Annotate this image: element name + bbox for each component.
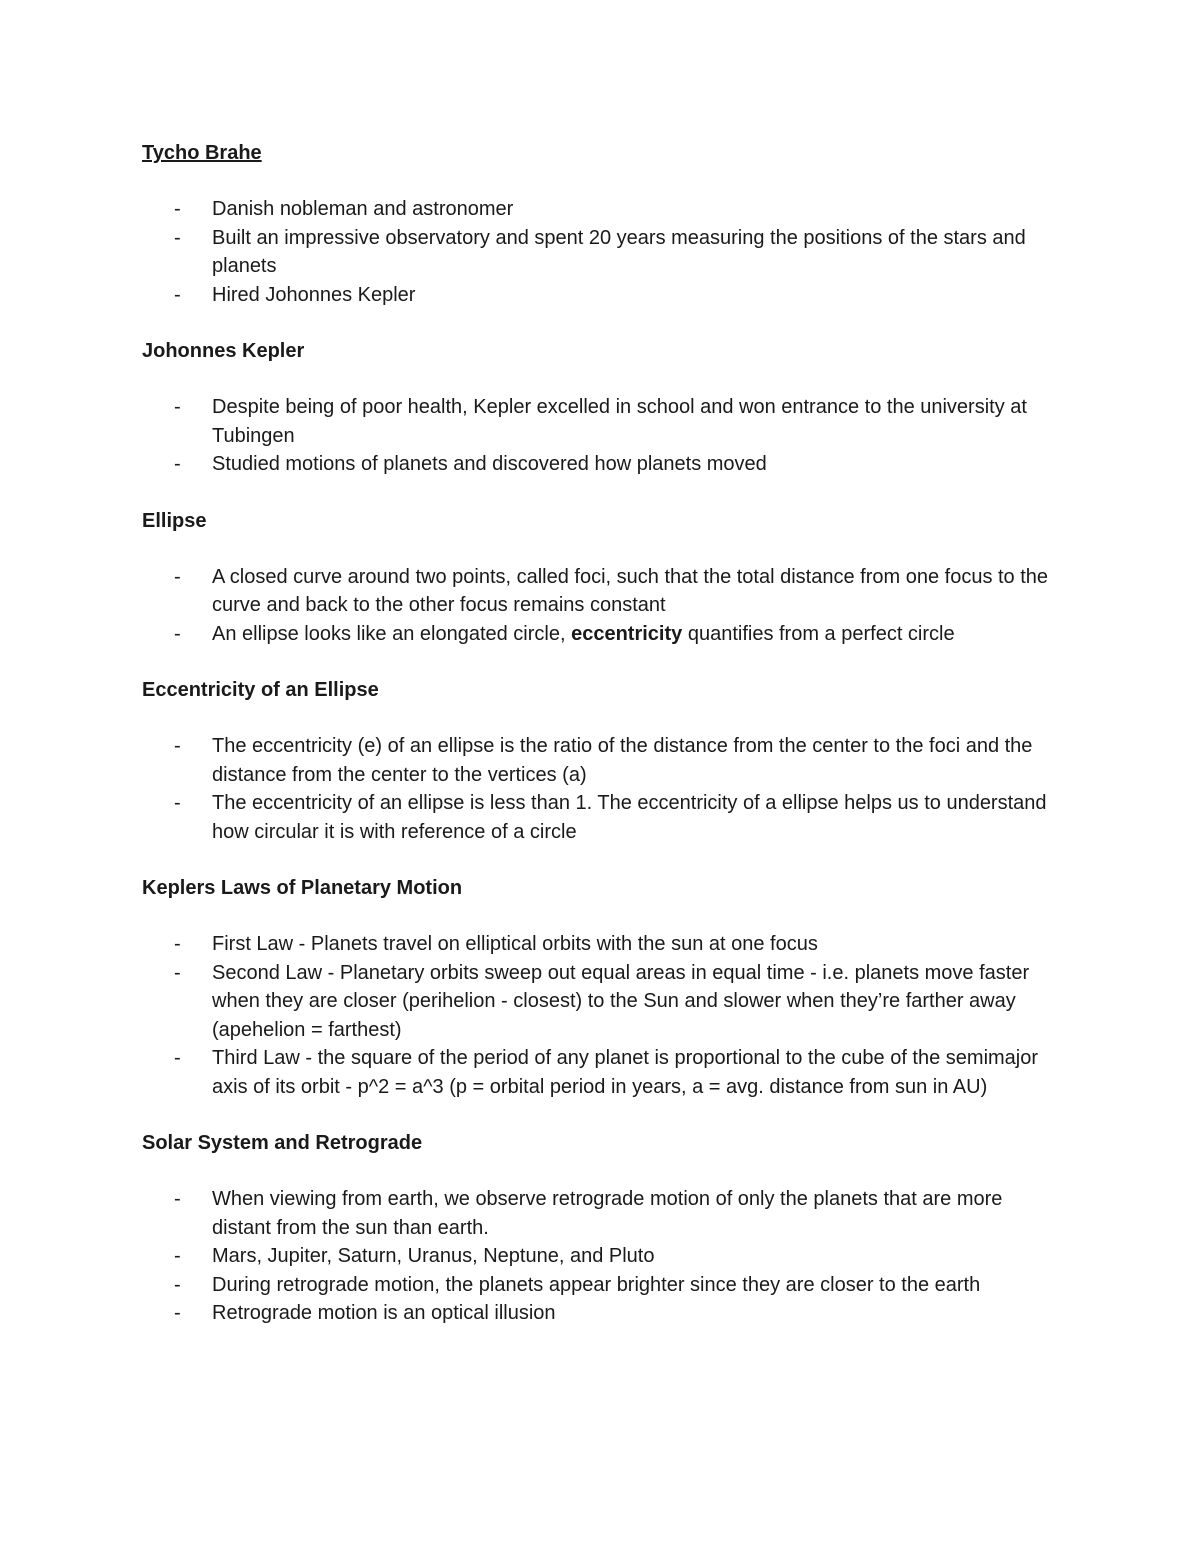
dash-bullet: - [174, 565, 181, 588]
section-heading: Johonnes Kepler [142, 340, 305, 362]
dash-bullet: - [174, 961, 181, 984]
dash-bullet: - [174, 226, 181, 249]
list-item: - First Law - Planets travel on elliptical orbits with the sun at one focus [142, 930, 1062, 959]
dash-bullet: - [174, 453, 181, 475]
section-heading: Ellipse [142, 509, 207, 532]
dash-bullet: - [174, 198, 181, 220]
dash-bullet: - [174, 792, 181, 814]
list-item: - The eccentricity (e) of an ellipse is the ratio of the distance from the center to the foci and the distance from the center to the vertices (a) [142, 732, 1062, 789]
list-item: - Second Law - Planetary orbits sweep out equal areas in equal time - i.e. planets move faster when they are closer (perihelion - closest) to the Sun and slower when they’re farther away (apehelion = farthest) [142, 959, 1062, 1045]
section-ellipse [142, 507, 1062, 649]
dash-bullet: - [174, 283, 181, 306]
section-heading: Eccentricity of an Ellipse [142, 679, 379, 701]
bullet-list [142, 563, 1062, 649]
bullet-list [142, 393, 1062, 479]
list-item: - During retrograde motion, the planets appear brighter since they are closer to the earth [142, 1271, 1062, 1300]
list-item: - When viewing from earth, we observe retrograde motion of only the planets that are more distant from the sun than earth. [142, 1185, 1062, 1242]
bullet-list [142, 732, 1062, 846]
bullet-list [142, 1185, 1062, 1328]
list-item: - Danish nobleman and astronomer [142, 195, 1062, 224]
dash-bullet: - [174, 396, 181, 418]
section-keplers-laws [142, 874, 1062, 1101]
section-johonnes-kepler [142, 337, 1062, 479]
list-item: - A closed curve around two points, called foci, such that the total distance from one focus to the curve and back to the other focus remains constant [142, 563, 1062, 620]
section-eccentricity [142, 676, 1062, 846]
list-item: - Built an impressive observatory and spent 20 years measuring the positions of the stars and planets [142, 224, 1062, 281]
list-item: - An ellipse looks like an elongated circle, eccentricity quantifies from a perfect circle [142, 620, 1062, 649]
list-item: - The eccentricity of an ellipse is less than 1. The eccentricity of a ellipse helps us to understand how circular it is with reference of a circle [142, 789, 1062, 846]
dash-bullet: - [174, 1245, 181, 1267]
list-item: - Third Law - the square of the period of any planet is proportional to the cube of the semimajor axis of its orbit - p^2 = a^3 (p = orbital period in years, a = avg. distance from sun in AU) [142, 1044, 1062, 1101]
list-item: - Retrograde motion is an optical illusion [142, 1299, 1062, 1328]
list-item: - Studied motions of planets and discovered how planets moved [142, 450, 1062, 479]
list-item: - Hired Johonnes Kepler [142, 281, 1062, 310]
dash-bullet: - [174, 1047, 181, 1069]
document-page [142, 139, 1062, 1356]
dash-bullet: - [174, 1188, 181, 1210]
section-heading: Tycho Brahe [142, 142, 262, 164]
dash-bullet: - [174, 933, 181, 955]
bullet-list [142, 195, 1062, 309]
section-heading: Solar System and Retrograde [142, 1132, 423, 1154]
dash-bullet: - [174, 735, 181, 757]
dash-bullet: - [174, 1302, 181, 1324]
bullet-list [142, 930, 1062, 1101]
section-solar-system-retrograde [142, 1129, 1062, 1328]
list-item: - Despite being of poor health, Kepler excelled in school and won entrance to the university at Tubingen [142, 393, 1062, 450]
bold-term: eccentricity [571, 622, 683, 645]
list-item: - Mars, Jupiter, Saturn, Uranus, Neptune, and Pluto [142, 1242, 1062, 1271]
section-heading: Keplers Laws of Planetary Motion [142, 877, 463, 899]
dash-bullet: - [174, 1273, 181, 1296]
section-tycho-brahe [142, 139, 1062, 309]
dash-bullet: - [174, 622, 181, 645]
